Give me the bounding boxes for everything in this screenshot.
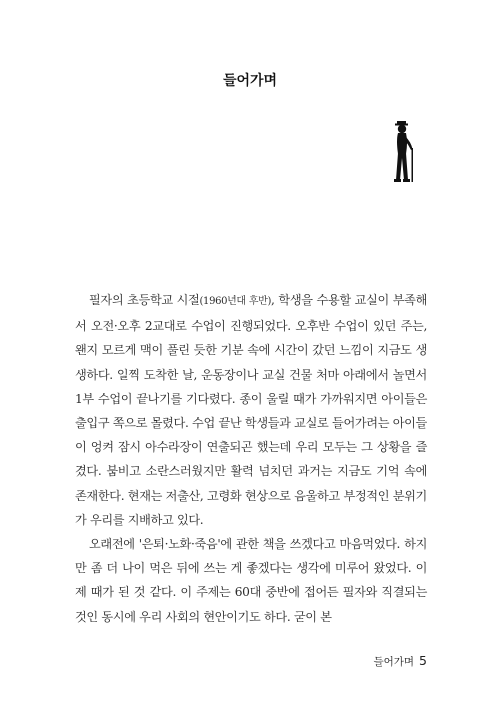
period-note: (1960년대 후반): [199, 296, 272, 307]
elderly-man-with-cane-silhouette-icon: [393, 120, 417, 184]
page-number: 5: [419, 653, 427, 668]
chapter-title: 들어가며: [222, 73, 278, 89]
paragraph-1-part-a: 필자의 초등학교 시절: [89, 293, 200, 307]
paragraph-1-part-b: , 학생을 수용할 교실이 부족해서 오전·오후 2교대로 수업이 진행되었다. 오후반 수업이 있던 주는, 왠지 모르게 맥이 풀린 듯한 기분 속에 시간이 갔던 느낌이 지금도 생생하다. 일찍 도착한 날, 운동장이나 교실 건물 처마 아래에서 놀면서 1부 수업이 끝나기를 기다렸다. 종이 울릴 때가 가까워지면 아이들은 출입구 쪽으로 몰렸다. 수업 끝난 학생들과 교실로 들어가려는 아이들이 엉켜 잠시 아수라장이 연출되곤 했는데 우리 모두는 그 상황을 즐겼다. 붐비고 소란스러웠지만 활력 넘치던 과거는 지금도 기억 속에 존재한다. 현재는 저출산, 고령화 현상으로 음울하고 부정적인 분위기가 우리를 지배하고 있다.: [75, 293, 428, 527]
page-footer: [373, 650, 427, 669]
paragraph-2: 오래전에 '은퇴·노화·죽음'에 관한 책을 쓰겠다고 마음먹었다. 하지만 좀 더 나이 먹은 뒤에 쓰는 게 좋겠다는 생각에 미루어 왔었다. 이제 때가 된 것 같다. 이 주제는 60대 중반에 접어든 필자와 직결되는 것인 동시에 우리 사회의 현안이기도 하다. 굳이 본: [75, 537, 427, 624]
running-footer-title: 들어가며: [373, 656, 415, 668]
body-text: [75, 288, 427, 629]
paragraph-1: [75, 288, 427, 532]
